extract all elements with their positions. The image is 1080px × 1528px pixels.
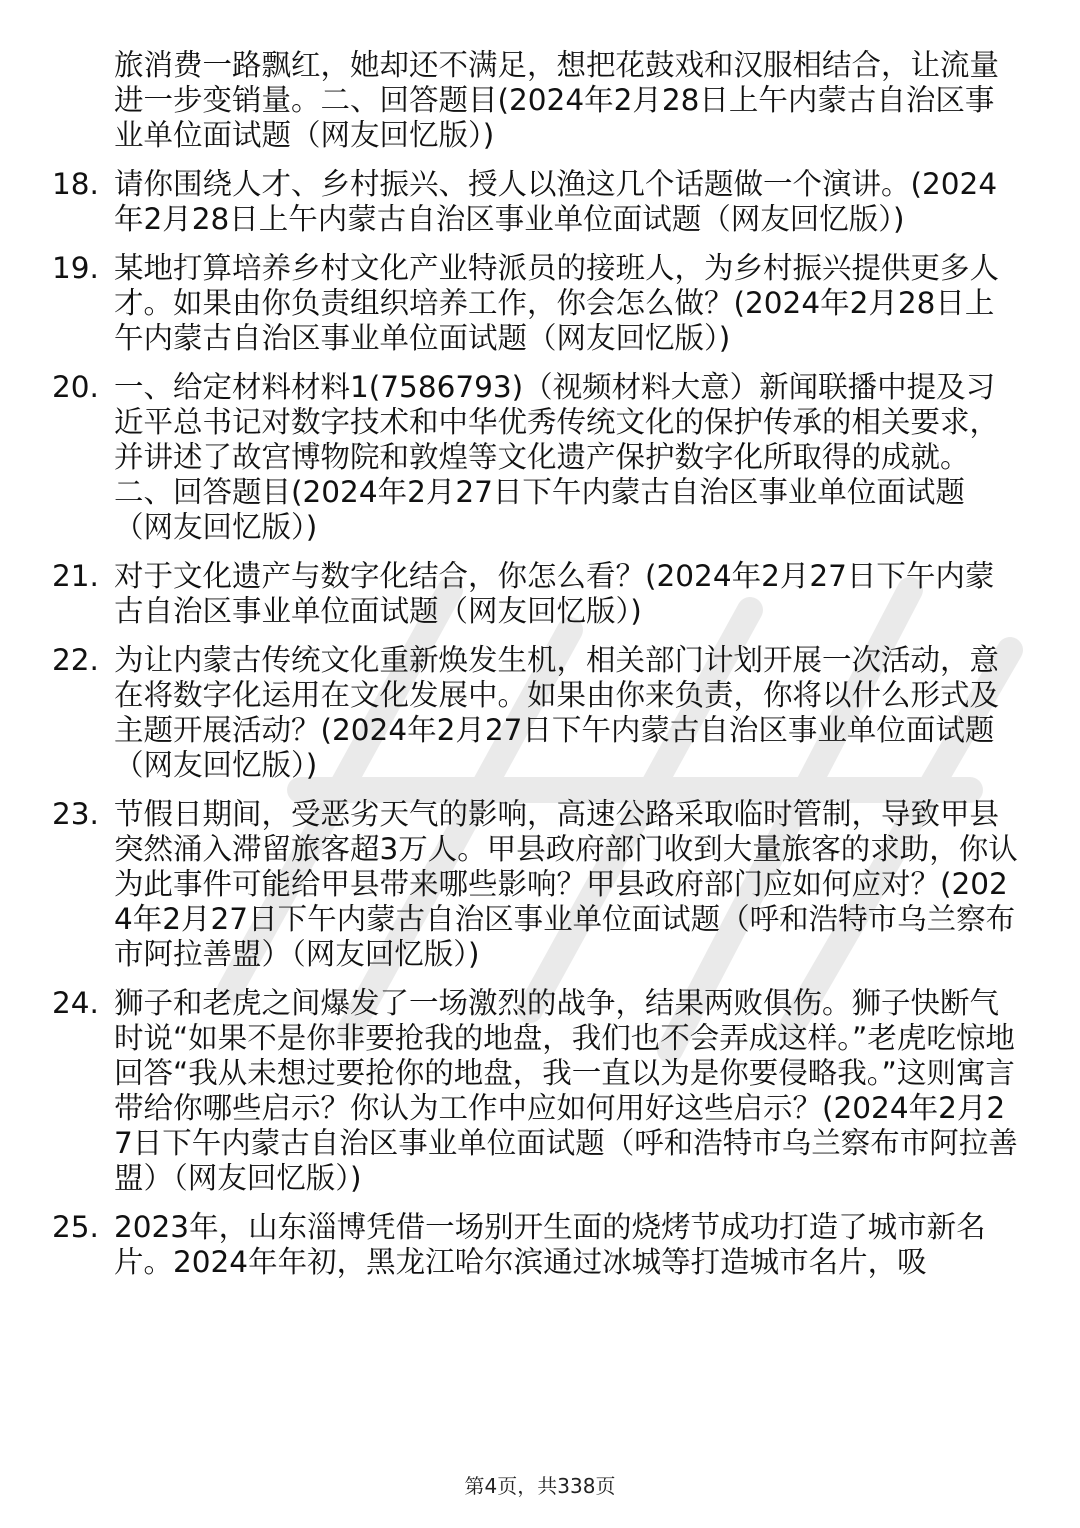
question-text: 一、给定材料材料1(7586793)（视频材料大意）新闻联播中提及习近平总书记对数字技术和中华优秀传统文化的保护传承的相关要求，并讲述了故宫博物院和敦煌等文化遗产保护数字化所取得的成就。二、回答题目(2024年2月27日下午内蒙古自治区事业单位面试题（网友回忆版）)	[114, 370, 1000, 544]
question-item-20	[52, 370, 1022, 545]
question-number: 18.	[52, 167, 99, 201]
question-number: 22.	[52, 643, 99, 677]
question-text: 狮子和老虎之间爆发了一场激烈的战争，结果两败俱伤。狮子快断气时说“如果不是你非要抢我的地盘，我们也不会弄成这样。”老虎吃惊地回答“我从未想过要抢你的地盘，我一直以为是你要侵略我。”这则寓言带给你哪些启示？你认为工作中应如何用好这些启示？(2024年2月27日下午内蒙古自治区事业单位面试题（呼和浩特市乌兰察布市阿拉善盟）（网友回忆版）)	[114, 986, 1018, 1195]
question-text: 请你围绕人才、乡村振兴、授人以渔这几个话题做一个演讲。(2024年2月28日上午内蒙古自治区事业单位面试题（网友回忆版）)	[114, 167, 998, 236]
question-text: 节假日期间，受恶劣天气的影响，高速公路采取临时管制，导致甲县突然涌入滞留旅客超3万人。甲县政府部门收到大量旅客的求助，你认为此事件可能给甲县带来哪些影响？甲县政府部门应如何应对？(2024年2月27日下午内蒙古自治区事业单位面试题（呼和浩特市乌兰察布市阿拉善盟）（网友回忆版）)	[114, 797, 1018, 971]
continuation-paragraph: 旅消费一路飘红，她却还不满足，想把花鼓戏和汉服相结合，让流量进一步变销量。二、回答题目(2024年2月28日上午内蒙古自治区事业单位面试题（网友回忆版）)	[114, 48, 1000, 152]
question-text: 某地打算培养乡村文化产业特派员的接班人，为乡村振兴提供更多人才。如果由你负责组织培养工作，你会怎么做？(2024年2月28日上午内蒙古自治区事业单位面试题（网友回忆版）)	[114, 251, 1000, 355]
question-item-19	[52, 251, 1022, 356]
question-item-23	[52, 797, 1022, 972]
question-number: 25.	[52, 1210, 99, 1244]
question-number: 20.	[52, 370, 99, 404]
document-body	[52, 48, 1022, 1294]
question-text: 对于文化遗产与数字化结合，你怎么看？(2024年2月27日下午内蒙古自治区事业单位面试题（网友回忆版）)	[114, 559, 995, 628]
question-item-18	[52, 167, 1022, 237]
question-item-25	[52, 1210, 1022, 1280]
question-number: 19.	[52, 251, 99, 285]
question-number: 21.	[52, 559, 99, 593]
question-number: 23.	[52, 797, 99, 831]
question-number: 24.	[52, 986, 99, 1020]
question-text: 2023年，山东淄博凭借一场别开生面的烧烤节成功打造了城市新名片。2024年年初，黑龙江哈尔滨通过冰城等打造城市名片，吸	[114, 1210, 986, 1279]
question-item-22	[52, 643, 1022, 783]
question-text: 为让内蒙古传统文化重新焕发生机，相关部门计划开展一次活动，意在将数字化运用在文化发展中。如果由你来负责，你将以什么形式及主题开展活动？(2024年2月27日下午内蒙古自治区事业单位面试题（网友回忆版）)	[114, 643, 1000, 782]
page-footer: 第4页，共338页	[464, 1474, 616, 1498]
question-item-24	[52, 986, 1022, 1196]
question-item-21	[52, 559, 1022, 629]
